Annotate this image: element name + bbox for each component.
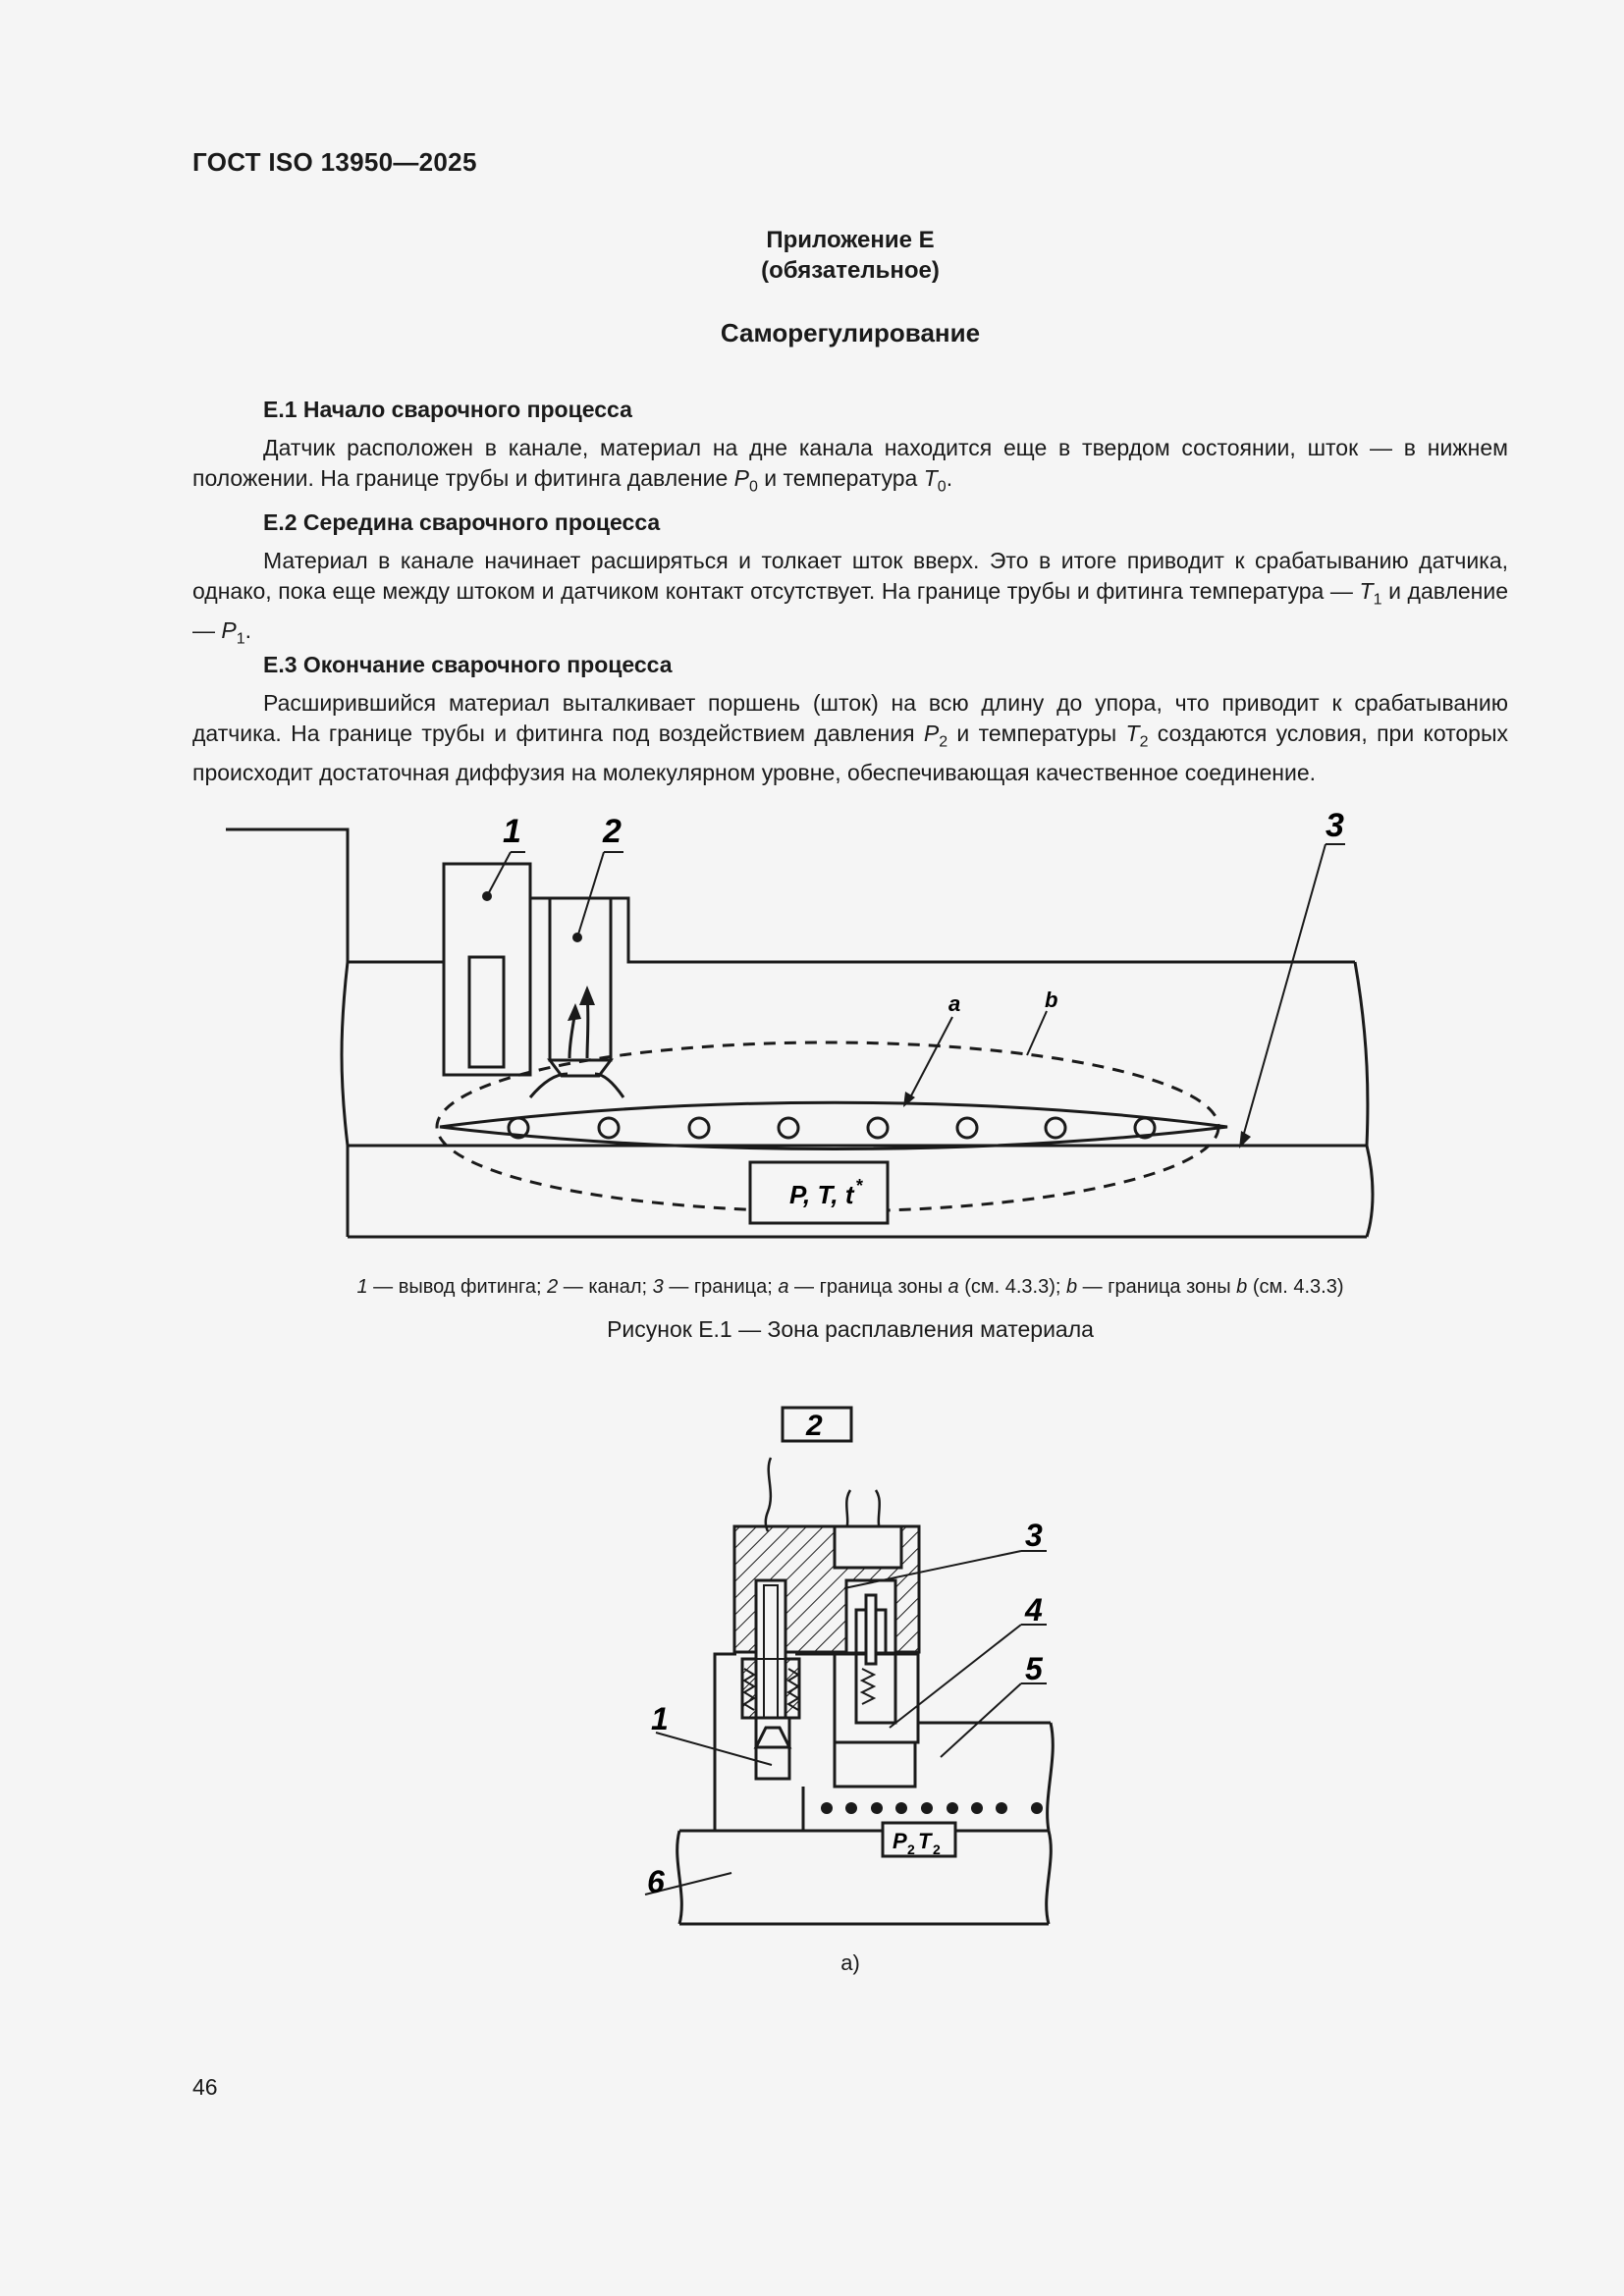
fitting-body	[715, 1654, 736, 1831]
material-particle	[971, 1802, 983, 1814]
material-particle	[1046, 1118, 1065, 1138]
zone-a-boundary	[440, 1102, 1227, 1148]
material-particle	[921, 1802, 933, 1814]
material-particle	[996, 1802, 1007, 1814]
document-header: ГОСТ ISO 13950—2025	[192, 147, 477, 177]
section-heading: Е.2 Середина сварочного процесса	[263, 509, 661, 535]
label-3: 3	[1326, 807, 1344, 844]
label-2: 2	[603, 813, 622, 850]
subfigure-caption: а)	[840, 1950, 860, 1975]
page-number: 46	[192, 2074, 218, 2100]
p2t2-tsub: 2	[933, 1842, 941, 1857]
material-particle	[599, 1118, 619, 1138]
label-1: 1	[503, 813, 521, 850]
label-a: a	[948, 991, 961, 1016]
section-heading: Е.1 Начало сварочного процесса	[263, 397, 632, 422]
label-5: 5	[1025, 1651, 1043, 1686]
annex-title: Приложение Е	[766, 227, 935, 253]
p2t2-psub: 2	[907, 1842, 915, 1857]
section-paragraph: Датчик расположен в канале, материал на дне канала находится еще в твердом состоянии, шток — в нижнем положении. На границе трубы и фитинга давление $P_0$ и температура $T_0$.	[192, 435, 1508, 496]
fitting-left-edge	[226, 829, 348, 962]
label-4: 4	[1025, 1592, 1043, 1628]
label-1: 1	[651, 1701, 669, 1736]
material-particle	[957, 1118, 977, 1138]
label-6: 6	[647, 1864, 665, 1899]
annex-status: (обязательное)	[761, 257, 940, 284]
material-particle	[868, 1118, 888, 1138]
ptt-star: *	[856, 1176, 864, 1196]
label-b: b	[1045, 988, 1058, 1012]
material-particle	[947, 1802, 958, 1814]
terminal-channel	[756, 1580, 785, 1718]
sensor-top	[835, 1526, 901, 1568]
figure-legend: 1 — вывод фитинга; 2 — канал; 3 — граница; a — граница зоны a (см. 4.3.3); b — граница зоны b (см. 4.3.3)	[356, 1276, 1344, 1298]
p2t2-p: P	[893, 1829, 907, 1853]
material-particle	[779, 1118, 798, 1138]
figure-caption: Рисунок Е.1 — Зона расплавления материала	[607, 1316, 1094, 1342]
material-particle	[821, 1802, 833, 1814]
channel	[550, 898, 611, 1060]
ptt-label: P, T, t	[789, 1180, 854, 1209]
material-particle	[689, 1118, 709, 1138]
p2t2-t: T	[918, 1829, 932, 1853]
annex-heading: Саморегулирование	[720, 318, 981, 347]
material-particle	[845, 1802, 857, 1814]
material-particle	[871, 1802, 883, 1814]
label-3: 3	[1025, 1518, 1043, 1553]
label-2: 2	[806, 1410, 823, 1442]
material-particle	[1031, 1802, 1043, 1814]
section-paragraph: Расширившийся материал выталкивает поршень (шток) на всю длину до упора, что приводит к срабатыванию датчика. На границе трубы и фитинга под воздействием давления $P_2$ и температуры $T_2$ создаются условия, при которых происходит достаточная диффузия на молекулярном уровне, обеспечивающая качественное соединение.	[192, 690, 1508, 785]
section-heading: Е.3 Окончание сварочного процесса	[263, 652, 673, 677]
figure-sensor-detail	[0, 1374, 1624, 1944]
particle-row	[821, 1802, 1043, 1814]
section-paragraph: Материал в канале начинает расширяться и толкает шток вверх. Это в итоге приводит к срабатыванию датчика, однако, пока еще между штоком и датчиком контакт отсутствует. На границе трубы и фитинга температура — $T_1$ и давление — $P_1$.	[192, 548, 1508, 648]
material-particle	[895, 1802, 907, 1814]
